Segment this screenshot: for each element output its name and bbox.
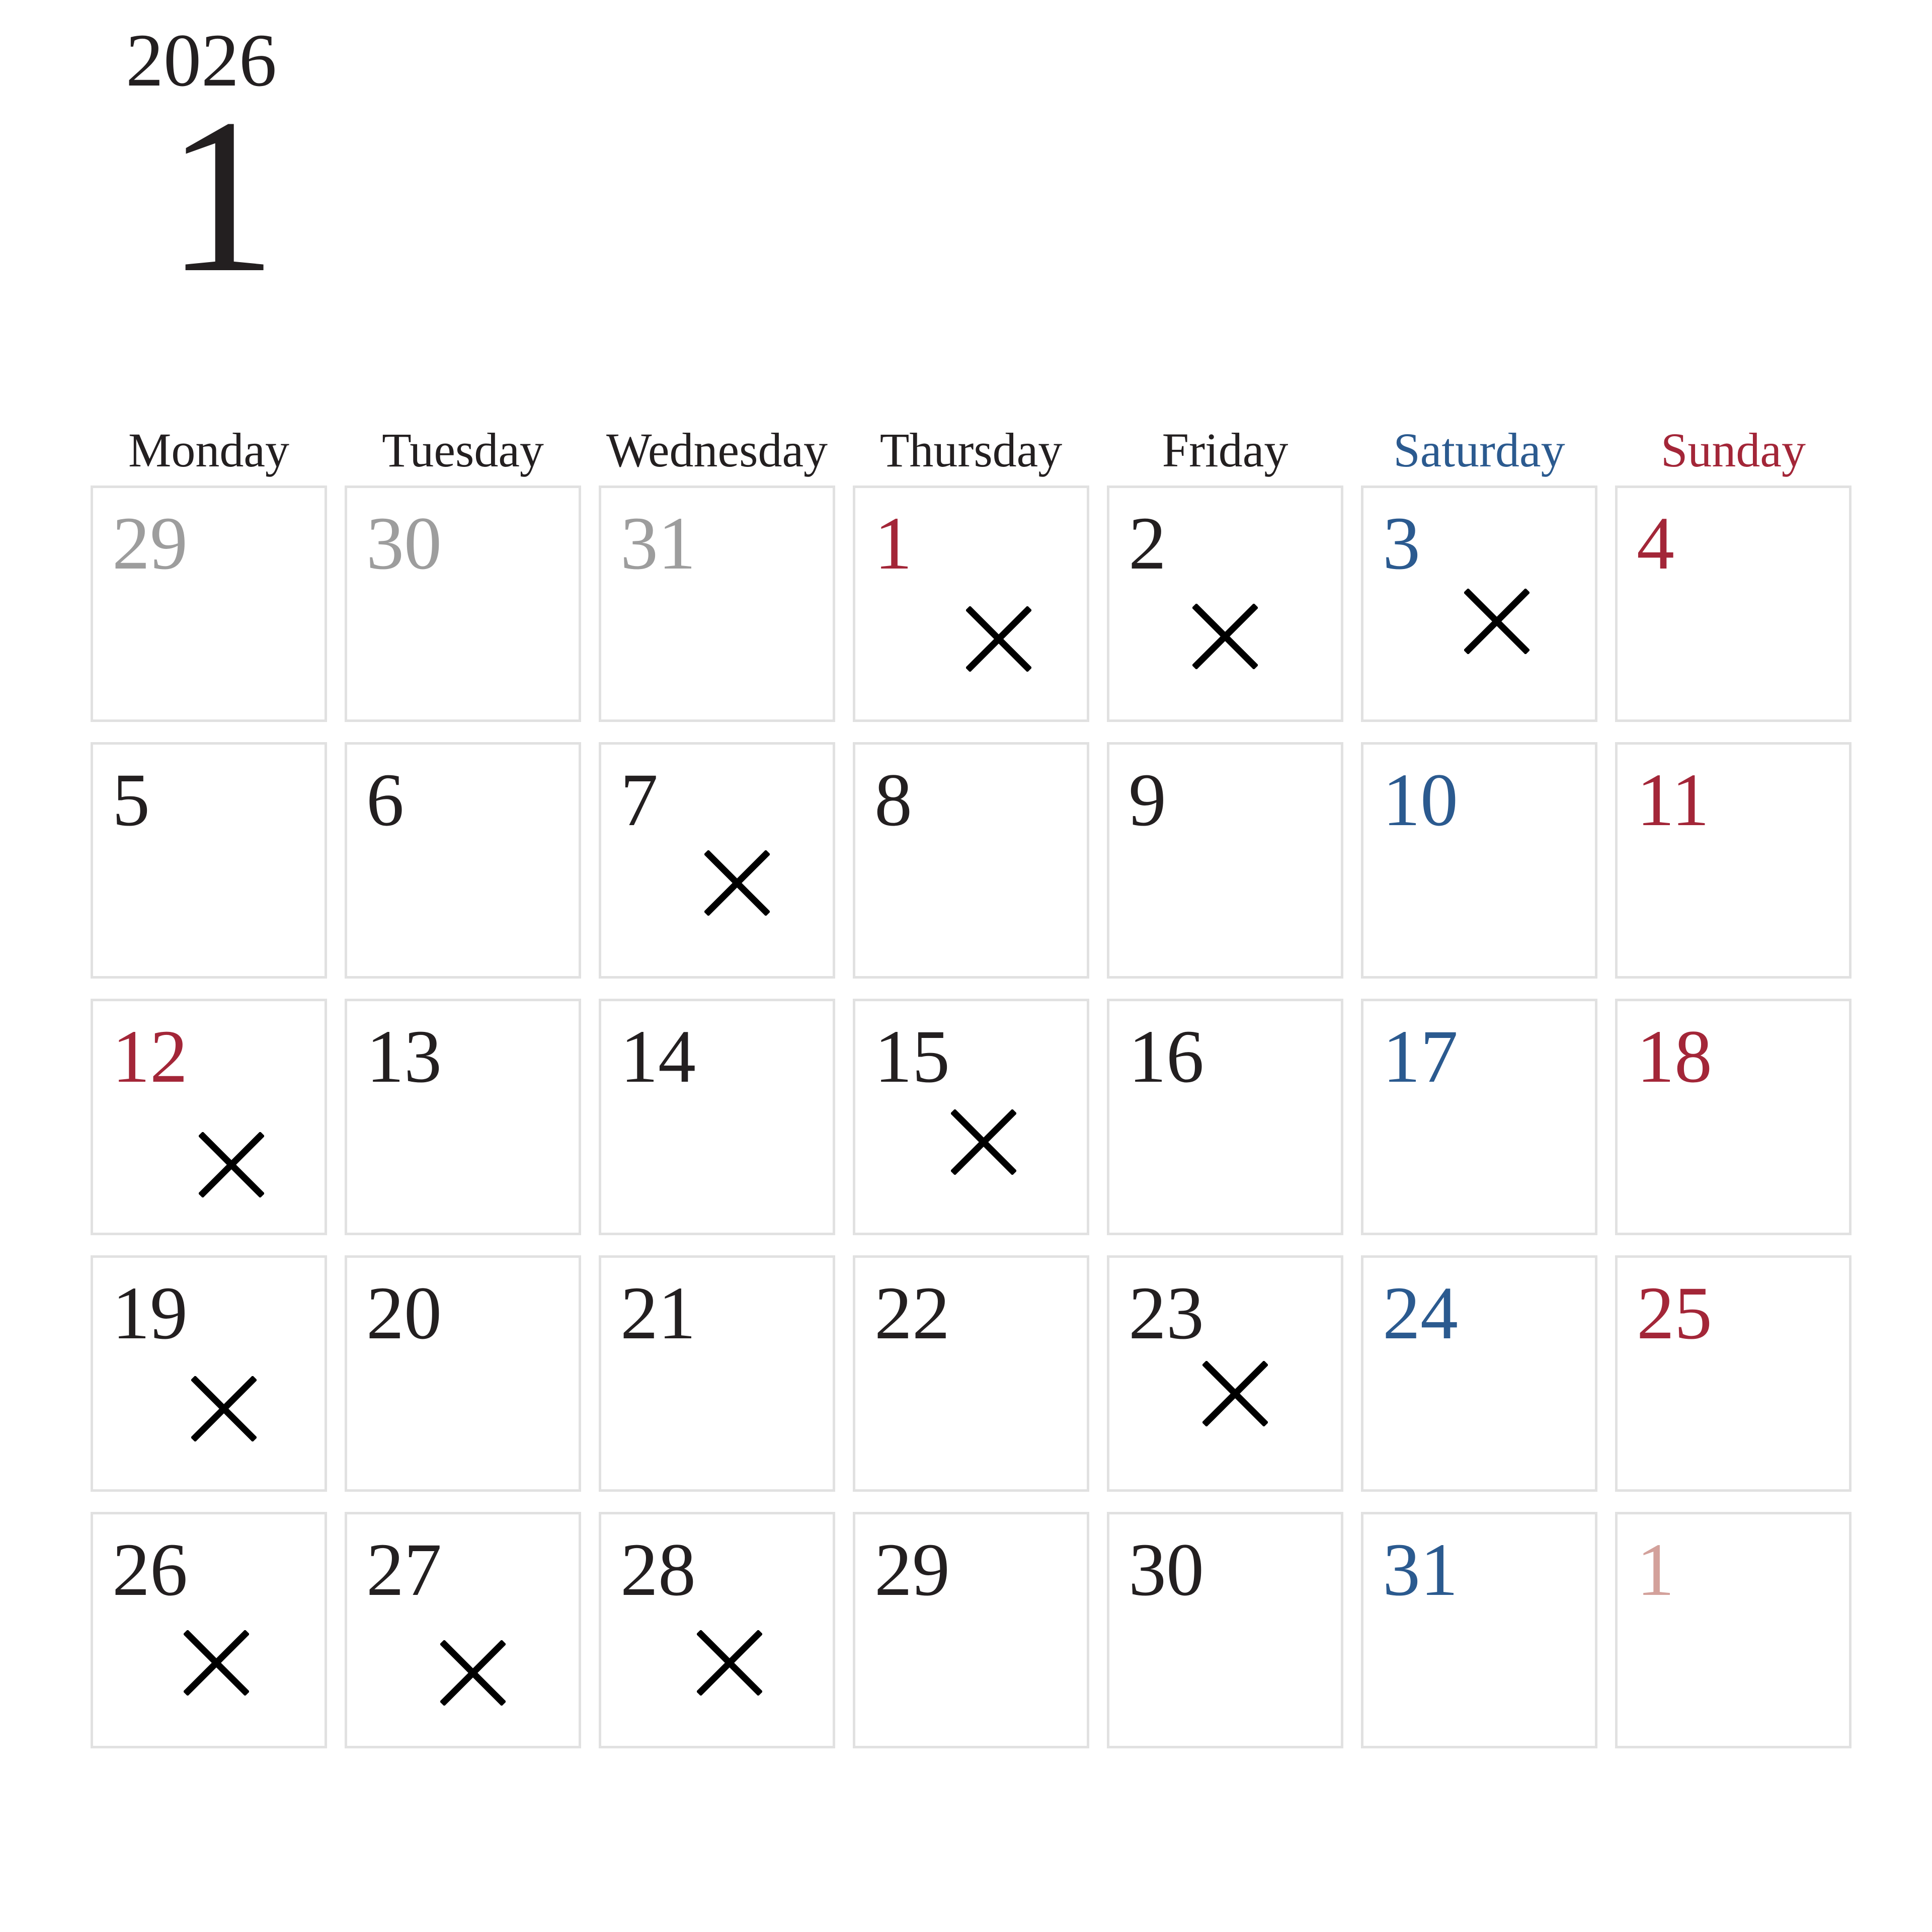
day-cell[interactable]	[1107, 1512, 1343, 1748]
cross-mark-icon	[704, 850, 770, 916]
day-number: 21	[620, 1271, 696, 1355]
day-cell[interactable]	[91, 1512, 327, 1748]
day-number: 9	[1129, 758, 1166, 842]
day-number: 25	[1637, 1271, 1712, 1355]
cross-mark-icon	[966, 606, 1031, 672]
calendar-year: 2026	[126, 19, 277, 102]
cross-mark-icon	[697, 1630, 762, 1696]
day-number: 26	[112, 1528, 188, 1612]
day-cell[interactable]	[91, 486, 327, 722]
day-number: 18	[1637, 1015, 1712, 1098]
day-number: 24	[1383, 1271, 1458, 1355]
day-cell[interactable]	[1107, 1255, 1343, 1492]
day-cell[interactable]	[91, 742, 327, 979]
day-number: 29	[874, 1528, 950, 1612]
cross-mark-icon	[1464, 589, 1530, 654]
day-number: 15	[874, 1015, 950, 1098]
cross-mark-icon	[1192, 604, 1258, 669]
day-cell[interactable]	[1615, 999, 1852, 1235]
day-number: 7	[620, 758, 658, 842]
day-cell[interactable]	[1361, 999, 1597, 1235]
day-cell[interactable]	[1361, 1255, 1597, 1492]
day-number: 13	[366, 1015, 442, 1098]
day-number: 19	[112, 1271, 188, 1355]
calendar-month: 1	[166, 73, 277, 318]
weekday-label-sunday: Sunday	[1661, 423, 1806, 477]
day-number: 4	[1637, 502, 1674, 585]
day-cell[interactable]	[599, 486, 835, 722]
day-number: 22	[874, 1271, 950, 1355]
cross-mark-icon	[440, 1640, 506, 1706]
day-cell[interactable]	[599, 1512, 835, 1748]
weekday-label-thursday: Thursday	[879, 423, 1063, 477]
day-cell[interactable]	[1615, 1512, 1852, 1748]
cross-mark-icon	[191, 1376, 257, 1441]
weekday-label-tuesday: Tuesday	[382, 423, 544, 477]
day-number: 6	[366, 758, 404, 842]
day-cell[interactable]	[345, 1512, 581, 1748]
day-cell[interactable]	[1615, 1255, 1852, 1492]
day-cell[interactable]	[345, 486, 581, 722]
weekday-label-wednesday: Wednesday	[606, 423, 828, 477]
day-cell[interactable]	[345, 999, 581, 1235]
day-number: 12	[112, 1015, 188, 1098]
day-cell[interactable]	[853, 486, 1089, 722]
day-cell[interactable]	[91, 1255, 327, 1492]
day-number: 5	[112, 758, 150, 842]
cross-mark-icon	[951, 1109, 1016, 1175]
day-cell[interactable]	[1107, 999, 1343, 1235]
day-number: 28	[620, 1528, 696, 1612]
day-cell[interactable]	[91, 999, 327, 1235]
day-number: 10	[1383, 758, 1458, 842]
day-number: 1	[1637, 1528, 1674, 1612]
day-number: 29	[112, 502, 188, 585]
day-number: 17	[1383, 1015, 1458, 1098]
day-cell[interactable]	[853, 1255, 1089, 1492]
day-cell[interactable]	[345, 742, 581, 979]
day-number: 3	[1383, 502, 1420, 585]
day-cell[interactable]	[1361, 742, 1597, 979]
day-number: 8	[874, 758, 912, 842]
day-cell[interactable]	[1615, 486, 1852, 722]
day-number: 20	[366, 1271, 442, 1355]
weekday-label-friday: Friday	[1162, 423, 1289, 477]
cross-mark-icon	[1202, 1361, 1268, 1426]
cross-mark-icon	[184, 1630, 249, 1696]
weekday-header-row	[91, 420, 1867, 480]
weekday-label-saturday: Saturday	[1393, 423, 1565, 477]
day-cell[interactable]	[1361, 1512, 1597, 1748]
day-cell[interactable]	[1107, 742, 1343, 979]
day-cell[interactable]	[599, 742, 835, 979]
day-number: 27	[366, 1528, 442, 1612]
day-cell[interactable]	[853, 999, 1089, 1235]
day-cell[interactable]	[853, 1512, 1089, 1748]
day-number: 1	[874, 502, 912, 585]
day-cell[interactable]	[345, 1255, 581, 1492]
day-number: 30	[1129, 1528, 1204, 1612]
day-number: 14	[620, 1015, 696, 1098]
day-cell[interactable]	[1361, 486, 1597, 722]
day-cell[interactable]	[1615, 742, 1852, 979]
day-number: 30	[366, 502, 442, 585]
day-number: 16	[1129, 1015, 1204, 1098]
day-cell[interactable]	[1107, 486, 1343, 722]
day-number: 11	[1637, 758, 1710, 842]
day-number: 2	[1129, 502, 1166, 585]
weekday-label-monday: Monday	[128, 423, 289, 477]
day-number: 31	[1383, 1528, 1458, 1612]
day-number: 31	[620, 502, 696, 585]
day-number: 23	[1129, 1271, 1204, 1355]
day-cell[interactable]	[599, 999, 835, 1235]
day-cell[interactable]	[853, 742, 1089, 979]
day-cell[interactable]	[599, 1255, 835, 1492]
calendar-grid	[91, 486, 1867, 1753]
cross-mark-icon	[199, 1132, 264, 1197]
